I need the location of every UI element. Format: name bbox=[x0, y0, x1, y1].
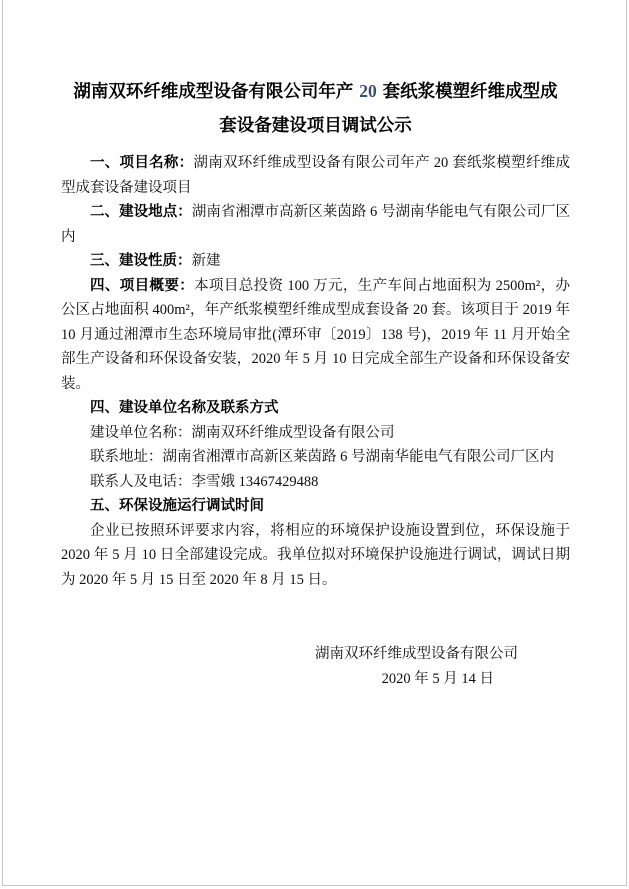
title-text-prefix: 湖南双环纤维成型设备有限公司年产 bbox=[73, 81, 359, 101]
signature-block bbox=[61, 642, 570, 692]
heading-project-name: 一、项目名称： bbox=[90, 155, 194, 171]
heading-location: 二、建设地点： bbox=[90, 204, 192, 220]
heading-nature: 三、建设性质： bbox=[90, 253, 192, 269]
title-number: 20 bbox=[359, 81, 377, 101]
line-contact-address-text: 联系地址：湖南省湘潭市高新区莱茵路 6 号湖南华能电气有限公司厂区内 bbox=[90, 449, 554, 465]
heading-debug-time bbox=[61, 494, 570, 519]
document-content bbox=[3, 0, 626, 692]
para-location-text: 湖南省湘潭市高新区莱茵路 6 号湖南华能电气有限公司厂区内 bbox=[61, 204, 571, 245]
line-company-name bbox=[61, 421, 570, 446]
signature-date: 2020 年 5 月 14 日 bbox=[381, 671, 494, 687]
document-title bbox=[61, 74, 570, 142]
line-contact-person bbox=[61, 470, 570, 495]
para-nature-text: 新建 bbox=[191, 253, 221, 269]
line-company-name-text: 建设单位名称：湖南双环纤维成型设备有限公司 bbox=[90, 424, 395, 441]
para-debug-desc bbox=[61, 519, 570, 593]
para-location bbox=[61, 200, 570, 249]
para-summary bbox=[61, 274, 570, 397]
line-contact-address bbox=[61, 445, 570, 470]
para-debug-desc-text: 企业已按照环评要求内容，将相应的环境保护设施设置到位，环保设施于 2020 年 5 月 10 日全部建设完成。我单位拟对环境保护设施进行调试，调试日期为 2020 年 5 月 15 日至 2020 年 8 月 15 日。 bbox=[61, 522, 570, 588]
para-project-name-text: 湖南双环纤维成型设备有限公司年产 20 套纸浆模塑纤维成型成套设备建设项目 bbox=[61, 155, 571, 196]
para-summary-text: 本项目总投资 100 万元，生产车间占地面积为 2500m²，办公区占地面积 400m²，年产纸浆模塑纤维成型成套设备 20 套。该项目于 2019 年 10 月通过湘潭市生态环境局审批(潭环审〔2019〕138 号)，2019 年 11 月开始全部生产设备和环保设备安装，2020 年 5 月 10 日完成全部生产设备和环保设备安装。 bbox=[61, 277, 570, 392]
heading-company-contact-label: 四、建设单位名称及联系方式 bbox=[90, 400, 279, 416]
signature-company: 湖南双环纤维成型设备有限公司 bbox=[315, 646, 518, 662]
heading-debug-time-label: 五、环保设施运行调试时间 bbox=[90, 498, 264, 514]
heading-company-contact bbox=[61, 396, 570, 421]
title-text-suffix: 套纸浆模塑纤维成型成 bbox=[377, 81, 558, 101]
para-project-name bbox=[61, 151, 570, 200]
heading-summary: 四、项目概要： bbox=[90, 277, 195, 294]
title-line-1 bbox=[61, 74, 570, 108]
document-page bbox=[2, 0, 627, 886]
para-nature bbox=[61, 249, 570, 274]
line-contact-person-text: 联系人及电话：李雪娥 13467429488 bbox=[90, 473, 319, 490]
title-line-2: 套设备建设项目调试公示 bbox=[219, 115, 412, 135]
